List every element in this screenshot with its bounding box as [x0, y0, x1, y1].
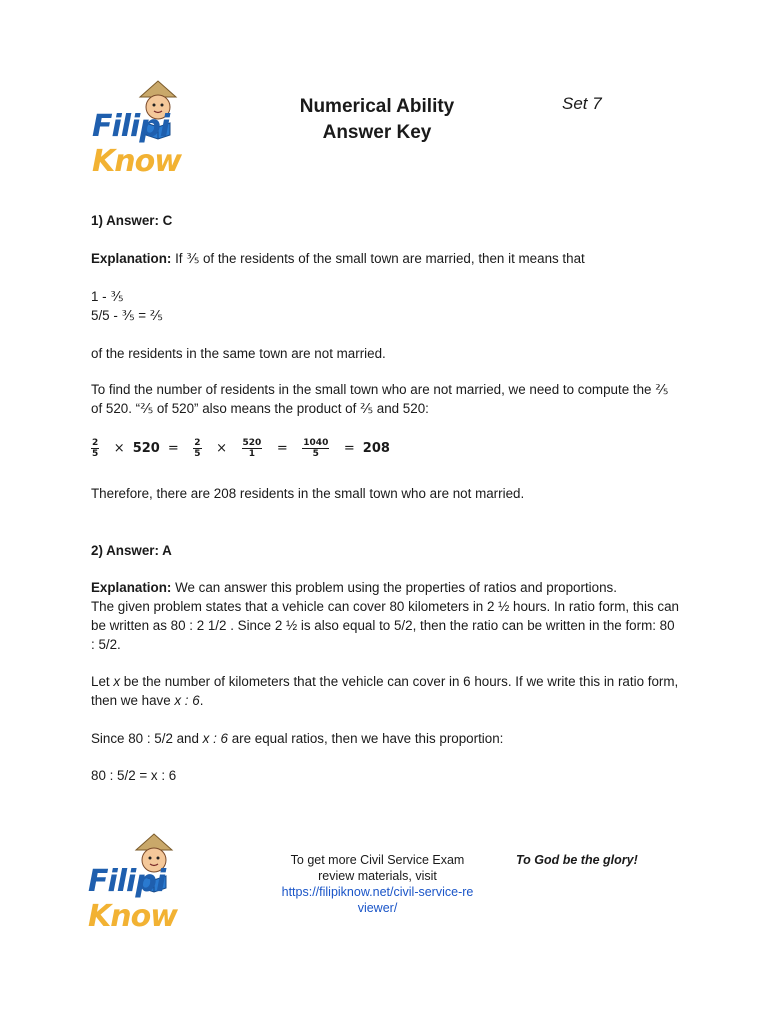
footer-logo — [84, 828, 264, 934]
footer-logo-text-know: Know — [88, 899, 177, 934]
q1-step3: of the residents in the same town are not married. — [91, 346, 386, 361]
fraction-2-5: $\frac{2}{5}$ — [92, 438, 99, 459]
fraction-1040-5: $\frac{1040}{5}$ — [303, 438, 329, 459]
fraction-2-5-b: $\frac{2}{5}$ — [194, 438, 201, 459]
q1-explanation-text: If ⅗ of the residents of the small town are married, then it means that — [171, 251, 585, 266]
title-line-2: Answer Key — [322, 122, 432, 143]
fraction-520-1: $\frac{520}{1}$ — [242, 438, 262, 459]
q1-equation: $\frac{2}{5}$ × 520 = $\frac{2}{5}$ × $\frac{520}{1}$ = $\frac{1040}{5}$ = 208 — [92, 438, 390, 459]
q1-explanation — [91, 249, 681, 268]
title-line-1: Numerical Ability — [299, 96, 455, 117]
q2-para3: Since 80 : 5/2 and x : 6 are equal ratios, then we have this proportion: — [91, 731, 504, 746]
q1-answer: 1) Answer: C — [91, 213, 173, 228]
q2-explanation-text: We can answer this problem using the properties of ratios and proportions. — [171, 580, 617, 595]
footer-glory: To God be the glory! — [516, 853, 638, 867]
q1-explanation-label: Explanation: — [91, 251, 172, 266]
footer-promo-text: To get more Civil Service Exam review materials, visit — [290, 853, 465, 883]
filipiknow-logo — [88, 75, 268, 179]
logo-text-filipi: Filipi — [92, 109, 170, 144]
q1-step2: 5/5 - ⅗ = ⅖ — [91, 308, 163, 323]
q2-para1: The given problem states that a vehicle can cover 80 kilometers in 2 ½ hours. In ratio form, this can be written as 80 : 2 1/2 . Since 2 ½ is also equal to 5/2, then the ratio can be written in the form: 80 : 5/2. — [91, 599, 679, 652]
page-title — [262, 94, 492, 146]
footer-logo-text-filipi: Filipi — [88, 864, 166, 899]
equation-result: 208 — [362, 441, 390, 456]
logo-text-know: Know — [92, 144, 181, 179]
q2-answer: 2) Answer: A — [91, 543, 172, 558]
q2-para2: Let x be the number of kilometers that the vehicle can cover in 6 hours. If we write this in ratio form, then we have x : 6. — [91, 674, 679, 708]
q2-explanation-label: Explanation: — [91, 580, 172, 595]
q1-step1: 1 - ⅗ — [91, 289, 124, 304]
set-label: Set 7 — [562, 94, 602, 113]
footer-link[interactable]: https://filipiknow.net/civil-service-reviewer/ — [281, 885, 474, 915]
footer-promo — [280, 852, 475, 916]
q1-conclusion: Therefore, there are 208 residents in the small town who are not married. — [91, 486, 525, 501]
q2-explanation — [91, 578, 681, 597]
q2-proportion: 80 : 5/2 = x : 6 — [91, 768, 177, 783]
q1-para1: To find the number of residents in the small town who are not married, we need to compute the ⅖ of 520. “⅖ of 520” also means the product of ⅖ and 520: — [91, 382, 669, 416]
